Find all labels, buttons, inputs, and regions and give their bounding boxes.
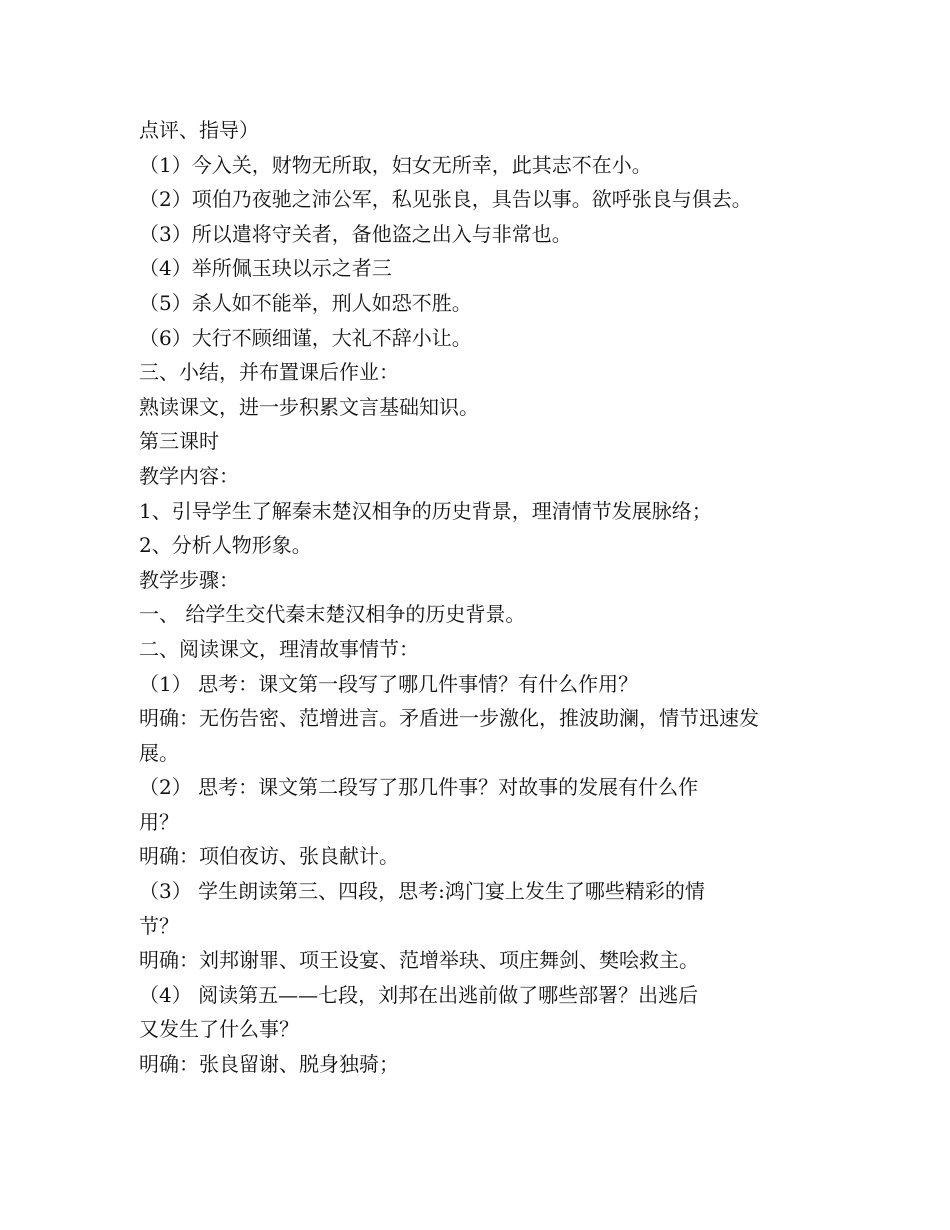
text-line: 又发生了什么事？ [139,1017,299,1042]
text-line: 一、 给学生交代秦末楚汉相争的历史背景。 [139,602,526,627]
section-heading: 教学内容： [139,463,239,488]
section-heading: 教学步骤： [139,567,239,592]
text-line: 熟读课文，进一步积累文言基础知识。 [139,394,479,419]
text-line: （6）大行不顾细谨，大礼不辞小让。 [139,325,472,350]
document-body [139,113,819,1082]
text-line: （3）所以遣将守关者，备他盗之出入与非常也。 [139,221,572,246]
text-line: 明确：刘邦谢罪、项王设宴、范增举玦、项庄舞剑、樊哙救主。 [139,948,699,973]
section-heading: 第三课时 [139,429,219,454]
text-line: （4）举所佩玉玦以示之者三 [139,256,392,281]
text-line: （5）杀人如不能举，刑人如恐不胜。 [139,290,472,315]
text-line: 二、阅读课文，理清故事情节： [139,636,419,661]
text-line: （4） 阅读第五——七段，刘邦在出逃前做了哪些部署？出逃后 [139,982,699,1007]
text-line: 1、引导学生了解秦末楚汉相争的历史背景，理清情节发展脉络； [139,498,712,523]
text-line: （3） 学生朗读第三、四段，思考:鸿门宴上发生了哪些精彩的情 [139,879,705,904]
text-line: 用？ [139,809,179,834]
text-line: 节？ [139,913,179,938]
text-line: （2）项伯乃夜驰之沛公军，私见张良，具告以事。欲呼张良与俱去。 [139,187,752,212]
section-heading: 三、小结，并布置课后作业： [139,360,399,385]
text-line: （1） 思考：课文第一段写了哪几件事情？有什么作用？ [139,671,639,696]
text-line: 明确：无伤告密、范增进言。矛盾进一步激化，推波助澜，情节迅速发 [139,706,759,731]
text-line: 2、分析人物形象。 [139,533,312,558]
text-line: 明确：张良留谢、脱身独骑； [139,1052,399,1077]
text-line: （1）今入关，财物无所取，妇女无所幸，此其志不在小。 [139,152,652,177]
text-line: 展。 [139,740,179,765]
text-line: 明确：项伯夜访、张良献计。 [139,844,399,869]
text-line: 点评、指导） [139,118,259,142]
text-line: （2） 思考：课文第二段写了那几件事？对故事的发展有什么作 [139,775,699,800]
